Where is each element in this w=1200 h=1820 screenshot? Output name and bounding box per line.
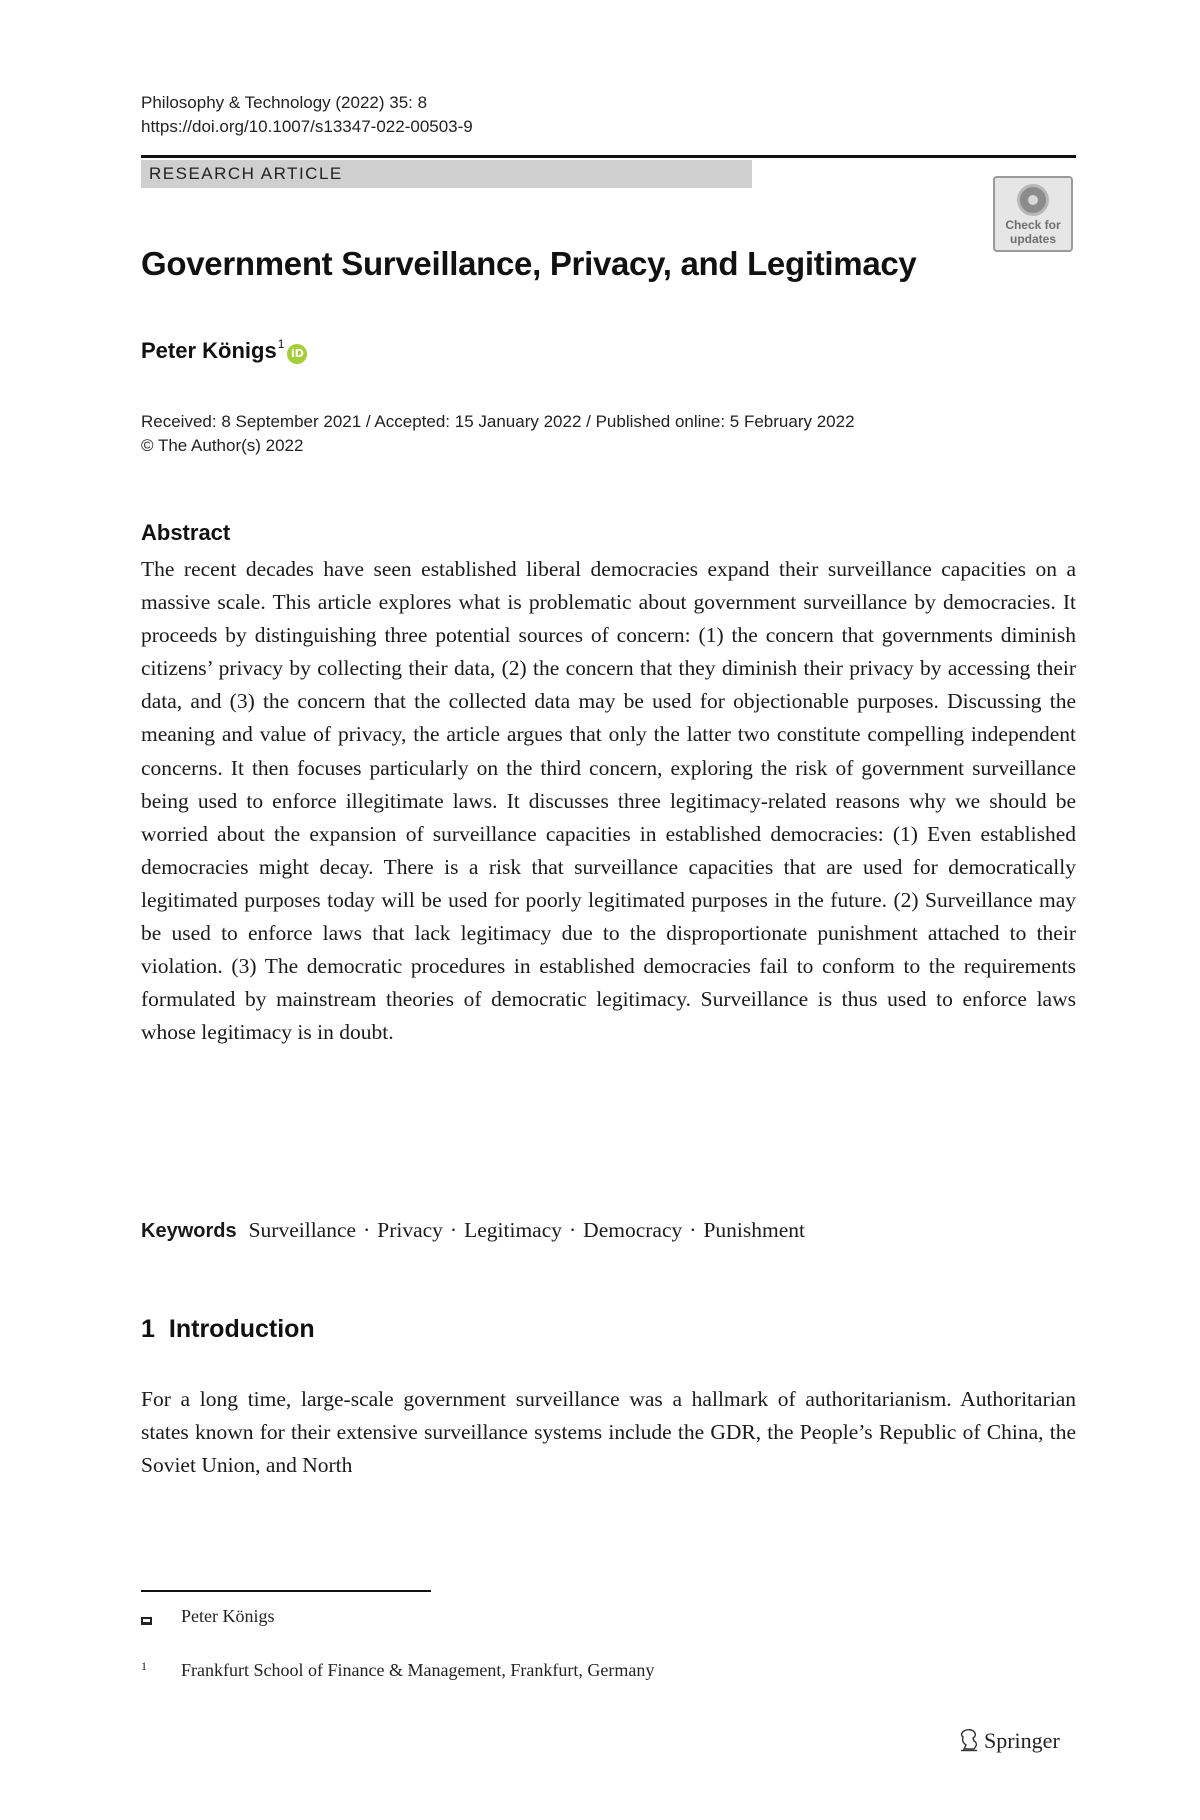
publisher-name: Springer [984, 1728, 1060, 1753]
keywords-label: Keywords [141, 1220, 237, 1242]
crossmark-label: Check for updates [1005, 218, 1061, 246]
publisher-logo [958, 1728, 1060, 1754]
keyword-separator: · [689, 1218, 697, 1242]
doi-link[interactable]: https://doi.org/10.1007/s13347-022-00503-9 [141, 117, 473, 136]
crossmark-icon [1017, 184, 1049, 216]
article-type-banner: RESEARCH ARTICLE [141, 160, 752, 188]
footnote-affiliation [141, 1659, 655, 1681]
affiliation-text: Frankfurt School of Finance & Management, Frankfurt, Germany [181, 1660, 655, 1680]
orcid-icon[interactable]: iD [287, 344, 307, 364]
envelope-icon[interactable] [141, 1606, 171, 1627]
author-line [141, 337, 307, 364]
keywords-line [141, 1218, 805, 1243]
introduction-text: For a long time, large-scale government surveillance was a hallmark of authoritarianism. Authoritarian states known for their extensive surveillance systems include the GDR, the People’s Republic of China, the Soviet Union, and North [141, 1387, 1076, 1478]
keyword-item: Surveillance [248, 1218, 357, 1242]
springer-horse-icon [958, 1728, 980, 1752]
copyright-notice: © The Author(s) 2022 [141, 436, 304, 455]
keyword-item: Privacy [377, 1218, 443, 1242]
affiliation-marker: 1 [141, 1659, 147, 1673]
header-rule [141, 155, 1076, 158]
keyword-item: Democracy [583, 1218, 683, 1242]
keyword-separator: · [449, 1218, 458, 1242]
author-affiliation-marker: 1 [277, 337, 285, 351]
keyword-item: Legitimacy [464, 1218, 562, 1242]
section-heading-introduction [141, 1315, 315, 1344]
journal-reference: Philosophy & Technology (2022) 35: 8 [141, 93, 428, 112]
section-number: 1 [141, 1315, 155, 1343]
abstract-heading: Abstract [141, 520, 231, 545]
section-title: Introduction [168, 1315, 315, 1343]
publication-history [141, 410, 855, 458]
keyword-separator: · [569, 1218, 577, 1242]
article-dates: Received: 8 September 2021 / Accepted: 15 January 2022 / Published online: 5 February 2022 [141, 412, 855, 431]
keyword-item: Punishment [703, 1218, 805, 1242]
article-title: Government Surveillance, Privacy, and Legitimacy [141, 245, 917, 282]
author-name[interactable]: Peter Königs [141, 338, 277, 363]
keyword-separator: · [363, 1218, 371, 1242]
corresponding-author-name: Peter Königs [181, 1606, 275, 1626]
footnote-rule [141, 1590, 431, 1592]
check-for-updates-badge[interactable] [993, 176, 1073, 252]
abstract-text: The recent decades have seen established liberal democracies expand their surveillance capacities on a massive scale. This article explores what is problematic about government surveillance by democracies. It proceeds by distinguishing three potential sources of concern: (1) the concern that governments diminish citizens’ privacy by collecting their data, (2) the concern that they diminish their privacy by accessing their data, and (3) the concern that the collected data may be used for objectionable purposes. Discussing the meaning and value of privacy, the article argues that only the latter two constitute compelling independent concerns. It then focuses particularly on the third concern, exploring the risk of government surveillance being used to enforce illegitimate laws. It discusses three legitimacy-related reasons why we should be worried about the expansion of surveillance capacities in established democracies: (1) Even established democracies might decay. There is a risk that surveillance capacities that are used for democratically legitimated purposes today will be used for poorly legitimated purposes in the future. (2) Surveillance may be used to enforce laws that lack legitimacy due to the disproportionate punishment attached to their violation. (3) The democratic procedures in established democracies fail to conform to the requirements formulated by mainstream theories of democratic legitimacy. Surveillance is thus used to enforce laws whose legitimacy is in doubt. [141, 557, 1076, 1045]
